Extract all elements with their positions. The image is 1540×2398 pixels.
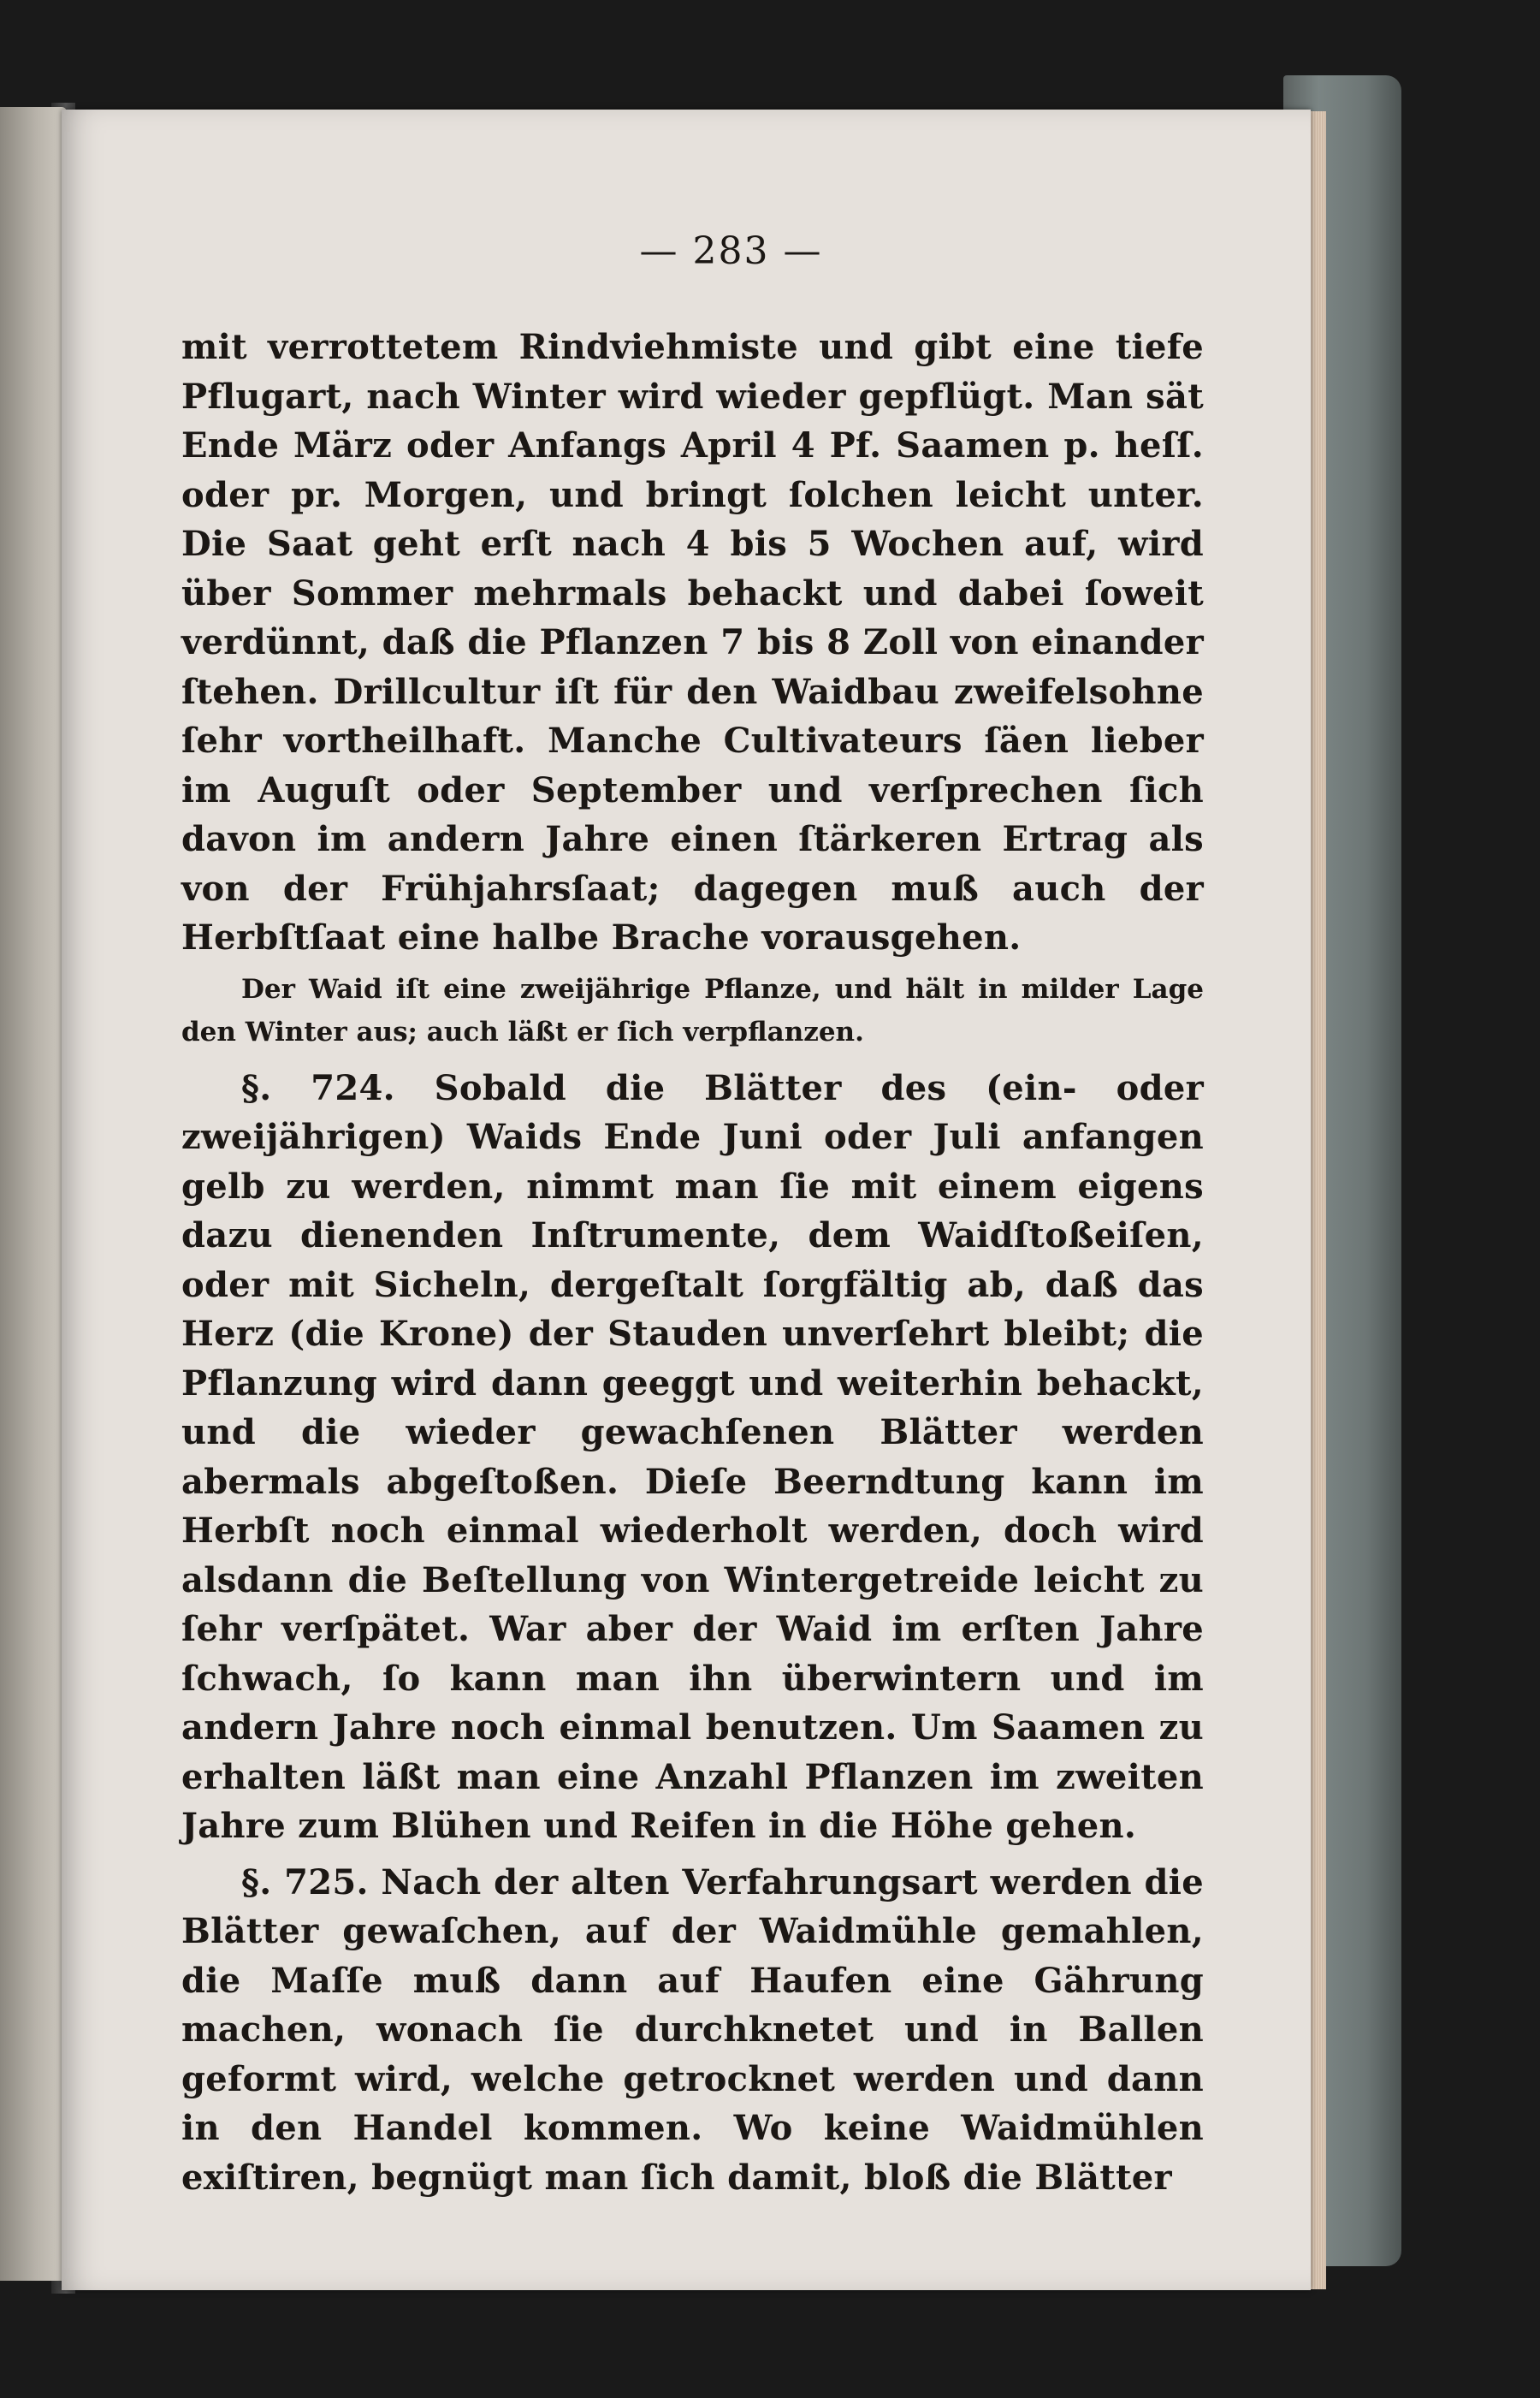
facing-page-edge — [0, 107, 67, 2281]
page-text-block — [181, 229, 1204, 2202]
book-page — [62, 110, 1311, 2290]
page-number: — 283 — — [639, 229, 823, 273]
paragraph-continued: mit verrottetem Rindviehmiste und gibt eine tiefe Pflugart, nach Winter wird wieder gepflügt. Man sät Ende März oder Anfangs April 4 Pf. Saamen p. heſſ. oder pr. Morgen, und bringt ſolchen leicht unter. Die Saat geht erſt nach 4 bis 5 Wochen auf, wird über Sommer mehrmals behackt und dabei ſoweit verdünnt, daß die Pflanzen 7 bis 8 Zoll von einander ſtehen. Drillcultur iſt für den Waidbau zweifelsohne ſehr vortheilhaft. Manche Cultivateurs ſäen lieber im Auguſt oder September und verſprechen ſich davon im andern Jahre einen ſtärkeren Ertrag als von der Frühjahrsſaat; dagegen muß auch der Herbſtſaat eine halbe Brache vorausgehen. — [181, 327, 1204, 958]
footnote-paragraph: Der Waid iſt eine zweijährige Pflanze, und hält in milder Lage den Winter aus; auch läßt er ſich verpflanzen. — [181, 973, 1204, 1048]
paragraph-section-725: §. 725. Nach der alten Verfahrungsart werden die Blätter gewaſchen, auf der Waidmühle gemahlen, die Maſſe muß dann auf Haufen eine Gährung machen, wonach ſie durchknetet und in Ballen geformt wird, welche getrocknet werden und dann in den Handel kommen. Wo keine Waidmühlen exiſtiren, begnügt man ſich damit, bloß die Blätter — [181, 1861, 1204, 2198]
paragraph-section-724: §. 724. Sobald die Blätter des (ein- oder zweijährigen) Waids Ende Juni oder Juli anfangen gelb zu werden, nimmt man ſie mit einem eigens dazu dienenden Inſtrumente, dem Waidſtoßeiſen, oder mit Sicheln, dergeſtalt ſorgfältig ab, daß das Herz (die Krone) der Stauden unverſehrt bleibt; die Pflanzung wird dann geeggt und weiterhin behackt, und die wieder gewachſenen Blätter werden abermals abgeſtoßen. Dieſe Beerndtung kann im Herbſt noch einmal wiederholt werden, doch wird alsdann die Beſtellung von Wintergetreide leicht zu ſehr verſpätet. War aber der Waid im erſten Jahre ſchwach, ſo kann man ihn überwintern und im andern Jahre noch einmal benutzen. Um Saamen zu erhalten läßt man eine Anzahl Pflanzen im zweiten Jahre zum Blühen und Reifen in die Höhe gehen. — [181, 1067, 1204, 1846]
